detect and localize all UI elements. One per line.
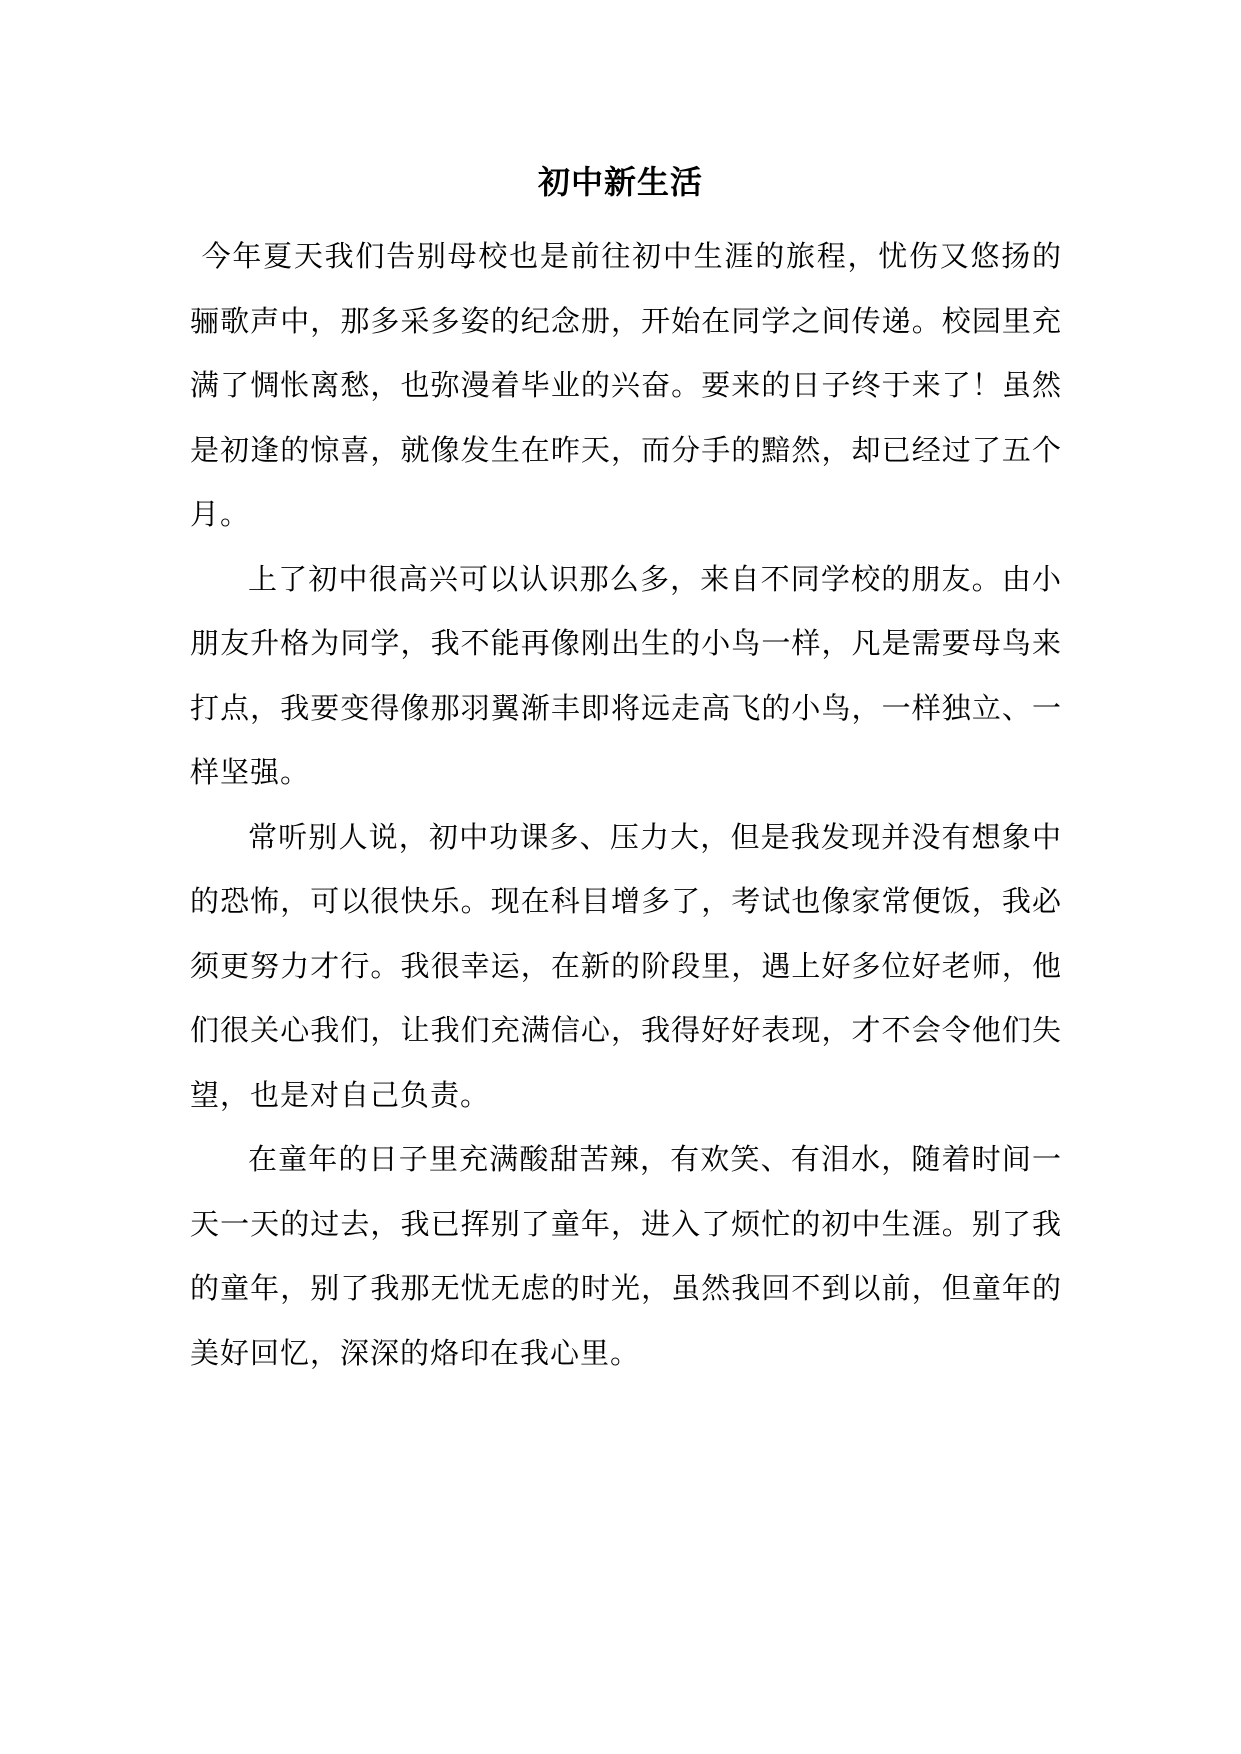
- essay-body: [190, 224, 1062, 1385]
- paragraph-3: 常听别人说，初中功课多、压力大，但是我发现并没有想象中的恐怖，可以很快乐。现在科目增多了，考试也像家常便饭，我必须更努力才行。我很幸运，在新的阶段里，遇上好多位好老师，他们很关心我们，让我们充满信心，我得好好表现，才不会令他们失望，也是对自己负责。: [190, 819, 1062, 1112]
- paragraph-2: 上了初中很高兴可以认识那么多，来自不同学校的朋友。由小朋友升格为同学，我不能再像刚出生的小鸟一样，凡是需要母鸟来打点，我要变得像那羽翼渐丰即将远走高飞的小鸟，一样独立、一样坚强。: [190, 561, 1062, 789]
- paragraph-1: 今年夏天我们告别母校也是前往初中生涯的旅程，忧伤又悠扬的骊歌声中，那多采多姿的纪念册，开始在同学之间传递。校园里充满了惆怅离愁，也弥漫着毕业的兴奋。要来的日子终于来了！虽然是初逢的惊喜，就像发生在昨天，而分手的黯然，却已经过了五个月。: [190, 239, 1062, 531]
- page-title: 初中新生活: [537, 163, 703, 201]
- paragraph-4: 在童年的日子里充满酸甜苦辣，有欢笑、有泪水，随着时间一天一天的过去，我已挥别了童年，进入了烦忙的初中生涯。别了我的童年，别了我那无忧无虑的时光，虽然我回不到以前，但童年的美好回忆，深深的烙印在我心里。: [190, 1142, 1062, 1370]
